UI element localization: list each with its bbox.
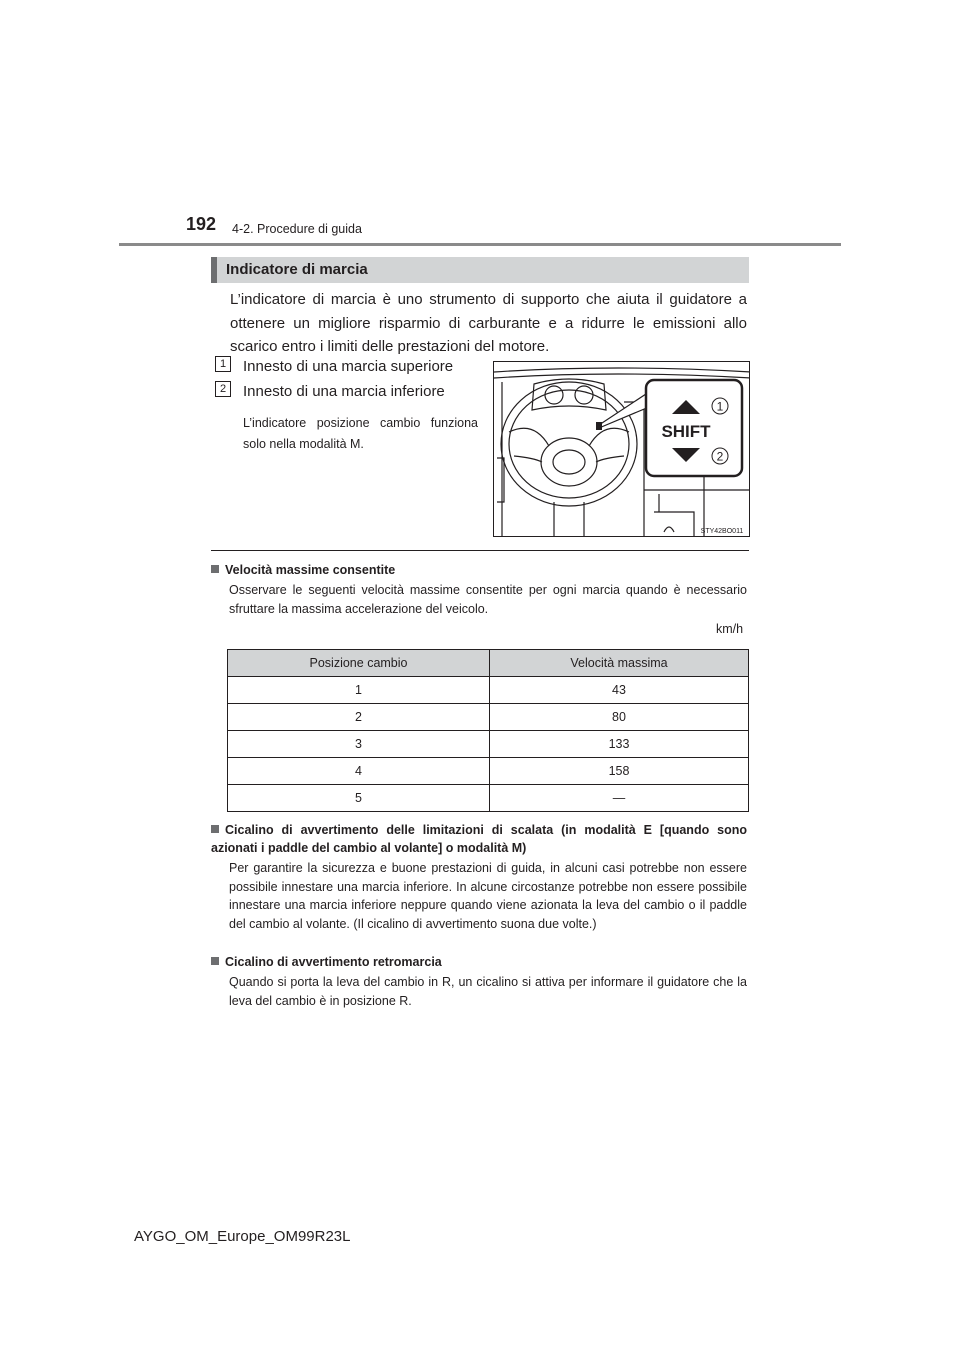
gear-cell: 2 — [228, 704, 490, 731]
max-speed-heading — [211, 561, 395, 579]
bullet-square-icon — [211, 565, 219, 573]
table-header-row — [228, 650, 749, 677]
note-text: L’indicatore posizione cambio funziona solo nella modalità M. — [243, 416, 478, 451]
max-speed-heading-text: Velocità massime consentite — [225, 563, 396, 577]
table-row — [228, 731, 749, 758]
table-row — [228, 704, 749, 731]
section-divider — [211, 550, 749, 551]
max-speed-table — [227, 649, 749, 812]
speed-unit: km/h — [716, 622, 744, 636]
header-divider — [119, 243, 841, 246]
speed-cell: 158 — [490, 758, 749, 785]
gear-cell: 3 — [228, 731, 490, 758]
reverse-buzzer-heading-text: Cicalino di avvertimento retromarcia — [225, 955, 442, 969]
reverse-buzzer-body: Quando si porta la leva del cambio in R, un cicalino si attiva per informare il guidatore che la leva del cambio è in posizione R. — [229, 975, 747, 1008]
reverse-buzzer-heading — [211, 953, 442, 971]
section-label: 4-2. Procedure di guida — [232, 222, 362, 236]
item-number-2: 2 — [215, 381, 231, 397]
max-speed-body: Osservare le seguenti velocità massime consentite per ogni marcia quando è necessario sfruttare la massima accelerazione del veicolo. — [229, 583, 747, 616]
item-number-1: 1 — [215, 356, 231, 372]
column-header: Velocità massima — [490, 650, 749, 677]
speed-cell: — — [490, 785, 749, 812]
indicator-location-marker — [596, 422, 602, 430]
intro-paragraph: L’indicatore di marcia è uno strumento di supporto che aiuta il guidatore a ottenere un migliore risparmio di carburante e a ridurre le emissioni allo scarico entro i limiti delle prestazioni del motore. — [230, 291, 747, 355]
gear-cell: 4 — [228, 758, 490, 785]
document-footer: AYGO_OM_Europe_OM99R23L — [134, 1228, 351, 1245]
callout-1-number: 1 — [716, 399, 724, 414]
item-label-2: Innesto di una marcia inferiore — [243, 383, 445, 400]
table-row — [228, 677, 749, 704]
downshift-buzzer-heading-text: Cicalino di avvertimento delle limitazioni di scalata (in modalità E [quando sono azionati i paddle del cambio al volante] o modalità M) — [211, 823, 747, 855]
shift-label: SHIFT — [661, 422, 711, 441]
section-heading-text: Indicatore di marcia — [226, 261, 368, 278]
section-heading — [211, 257, 749, 283]
column-header: Posizione cambio — [228, 650, 490, 677]
table-row — [228, 758, 749, 785]
page-number: 192 — [186, 214, 217, 234]
bullet-square-icon — [211, 957, 219, 965]
callout-2-number: 2 — [716, 449, 724, 464]
shift-indicator-figure — [493, 361, 750, 537]
dashboard-illustration — [494, 362, 750, 537]
bullet-square-icon — [211, 825, 219, 833]
downshift-buzzer-heading — [211, 821, 747, 857]
downshift-buzzer-body: Per garantire la sicurezza e buone prestazioni di guida, in alcuni casi potrebbe non essere possibile innestare una marcia inferiore. In alcune circostanze potrebbe non essere possibile innestare una marcia inferiore neppure quando viene azionata la leva del cambio o il paddle del cambio al volante. (Il cicalino di avvertimento suona due volte.) — [229, 861, 747, 931]
speed-cell: 133 — [490, 731, 749, 758]
gear-cell: 5 — [228, 785, 490, 812]
figure-code: STY42BO011 — [700, 528, 744, 535]
speed-cell: 80 — [490, 704, 749, 731]
speed-cell: 43 — [490, 677, 749, 704]
item-label-1: Innesto di una marcia superiore — [243, 358, 454, 375]
gear-cell: 1 — [228, 677, 490, 704]
table-row — [228, 785, 749, 812]
